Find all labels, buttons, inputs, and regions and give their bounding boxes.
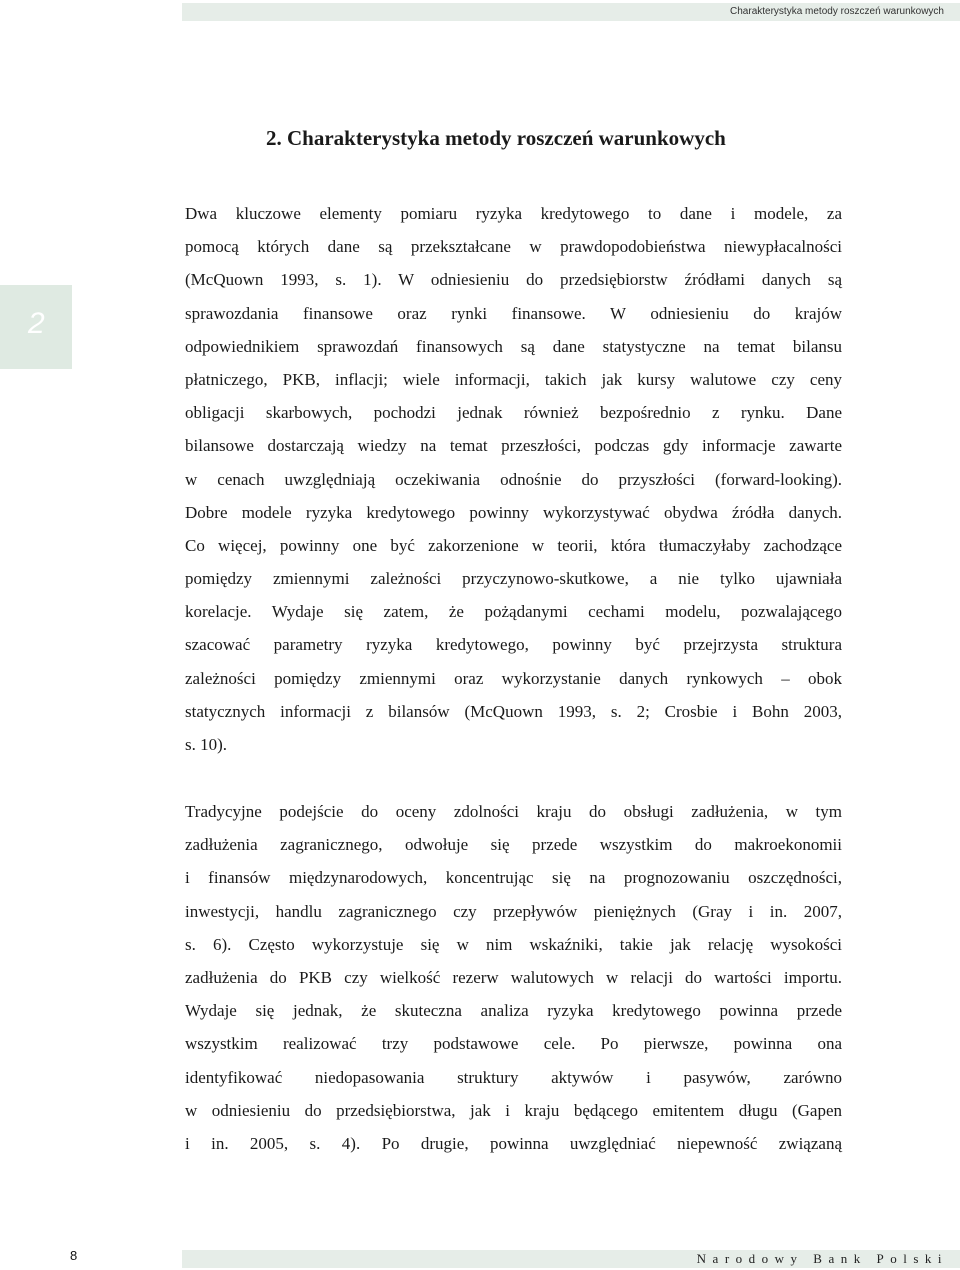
section-title: 2. Charakterystyka metody roszczeń warunkowych <box>266 126 726 150</box>
text-line: Co więcej, powinny one być zakorzenione w teorii, która tłumaczyłaby zachodzące <box>185 535 842 555</box>
text-line: korelacje. Wydaje się zatem, że pożądanymi cechami modelu, pozwalającego <box>185 602 842 622</box>
text-line: pomocą których dane są przekształcane w prawdopodobieństwa niewypłacalności <box>185 237 842 257</box>
text-line: bilansowe dostarczają wiedzy na temat przeszłości, podczas gdy informacje zawarte <box>185 436 842 456</box>
text-line: zadłużenia zagranicznego, odwołuje się przede wszystkim do makroekonomii <box>185 835 842 855</box>
text-line: obligacji skarbowych, pochodzi jednak również bezpośrednio z rynku. Dane <box>185 403 842 423</box>
text-line: s. 6). Często wykorzystuje się w nim wskaźniki, takie jak relację wysokości <box>185 934 842 954</box>
text-line: szacować parametry ryzyka kredytowego, powinny być przejrzysta struktura <box>185 635 842 655</box>
text-line: Dobre modele ryzyka kredytowego powinny wykorzystywać obydwa źródła danych. <box>185 502 842 522</box>
text-line: inwestycji, handlu zagranicznego czy przepływów pieniężnych (Gray i in. 2007, <box>185 901 842 921</box>
running-header-title: Charakterystyka metody roszczeń warunkowych <box>730 6 944 17</box>
paragraph-2 <box>185 795 842 1160</box>
paragraph-1 <box>185 197 842 761</box>
text-line: Dwa kluczowe elementy pomiaru ryzyka kredytowego to dane i modele, za <box>185 204 842 223</box>
text-line: w odniesieniu do przedsiębiorstwa, jak i kraju będącego emitentem długu (Gapen <box>185 1100 842 1120</box>
page-number: 8 <box>70 1248 78 1263</box>
publisher-name: Narodowy Bank Polski <box>696 1251 948 1266</box>
text-line: w cenach uwzględniają oczekiwania odnośnie do przyszłości (forward-looking). <box>185 469 842 489</box>
text-line: Tradycyjne podejście do oceny zdolności kraju do obsługi zadłużenia, w tym <box>185 802 842 821</box>
text-line: i finansów międzynarodowych, koncentrując się na prognozowaniu oszczędności, <box>185 868 842 888</box>
running-header <box>182 3 960 21</box>
text-line: płatniczego, PKB, inflacji; wiele informacji, takich jak kursy walutowe czy ceny <box>185 369 842 389</box>
text-line: s. 10). <box>185 735 228 754</box>
text-line: odpowiednikiem sprawozdań finansowych są dane statystyczne na temat bilansu <box>185 336 842 356</box>
text-line: wszystkim realizować trzy podstawowe cele. Po pierwsze, powinna ona <box>185 1034 842 1054</box>
chapter-number: 2 <box>28 307 45 340</box>
footer-bar <box>182 1250 960 1268</box>
text-line: (McQuown 1993, s. 1). W odniesieniu do przedsiębiorstw źródłami danych są <box>185 270 842 290</box>
text-line: pomiędzy zmiennymi zależności przyczynowo-skutkowe, a nie tylko ujawniała <box>185 569 842 589</box>
chapter-tab <box>0 285 72 369</box>
text-line: sprawozdania finansowe oraz rynki finansowe. W odniesieniu do krajów <box>185 303 842 323</box>
text-line: i in. 2005, s. 4). Po drugie, powinna uwzględniać niepewność związaną <box>185 1133 842 1153</box>
text-line: statycznych informacji z bilansów (McQuown 1993, s. 2; Crosbie i Bohn 2003, <box>185 701 842 721</box>
text-line: identyfikować niedopasowania struktury aktywów i pasywów, zarówno <box>185 1067 842 1087</box>
text-line: zadłużenia do PKB czy wielkość rezerw walutowych w relacji do wartości importu. <box>185 967 842 987</box>
text-line: Wydaje się jednak, że skuteczna analiza ryzyka kredytowego powinna przede <box>185 1001 842 1021</box>
text-line: zależności pomiędzy zmiennymi oraz wykorzystanie danych rynkowych – obok <box>185 668 842 688</box>
